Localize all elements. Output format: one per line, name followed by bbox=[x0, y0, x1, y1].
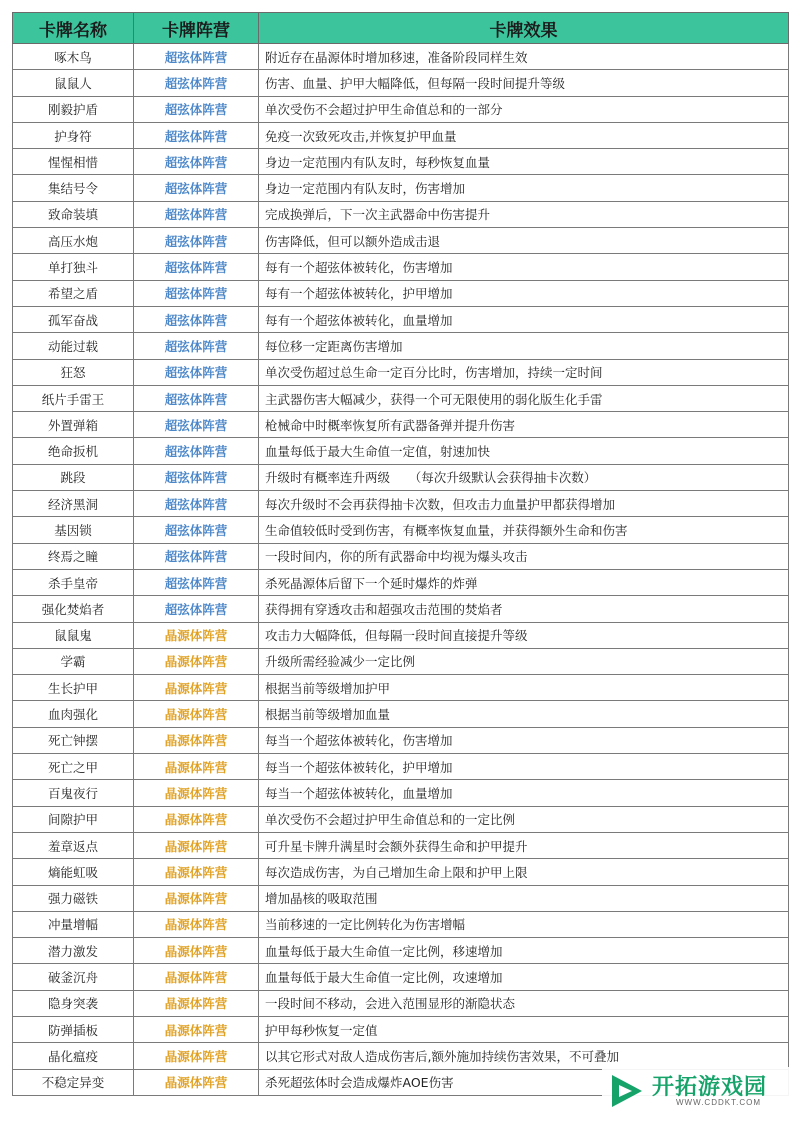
card-camp-cell: 超弦体阵营 bbox=[134, 122, 259, 148]
card-effect-cell: 当前移速的一定比例转化为伤害增幅 bbox=[259, 911, 789, 937]
table-row bbox=[13, 622, 789, 648]
card-camp-cell: 晶源体阵营 bbox=[134, 885, 259, 911]
card-camp-cell: 超弦体阵营 bbox=[134, 280, 259, 306]
card-effect-cell: 每有一个超弦体被转化，血量增加 bbox=[259, 306, 789, 332]
card-effect-cell: 增加晶核的吸取范围 bbox=[259, 885, 789, 911]
card-camp-cell: 超弦体阵营 bbox=[134, 96, 259, 122]
card-camp-cell: 超弦体阵营 bbox=[134, 306, 259, 332]
card-name-cell: 不稳定异变 bbox=[13, 1069, 134, 1095]
card-effect-cell: 护甲每秒恢复一定值 bbox=[259, 1016, 789, 1042]
table-row bbox=[13, 438, 789, 464]
card-effect-cell: 每当一个超弦体被转化，血量增加 bbox=[259, 780, 789, 806]
card-camp-cell: 超弦体阵营 bbox=[134, 333, 259, 359]
card-camp-cell: 晶源体阵营 bbox=[134, 622, 259, 648]
card-name-cell: 纸片手雷王 bbox=[13, 385, 134, 411]
table-row bbox=[13, 96, 789, 122]
header-card-camp: 卡牌阵营 bbox=[134, 13, 259, 44]
card-effect-cell: 每当一个超弦体被转化，护甲增加 bbox=[259, 754, 789, 780]
card-effect-cell: 完成换弹后，下一次主武器命中伤害提升 bbox=[259, 201, 789, 227]
table-row bbox=[13, 412, 789, 438]
card-name-cell: 冲量增幅 bbox=[13, 911, 134, 937]
table-row bbox=[13, 44, 789, 70]
site-watermark bbox=[602, 1067, 792, 1115]
card-name-cell: 致命装填 bbox=[13, 201, 134, 227]
card-camp-cell: 超弦体阵营 bbox=[134, 201, 259, 227]
card-camp-cell: 超弦体阵营 bbox=[134, 254, 259, 280]
card-camp-cell: 晶源体阵营 bbox=[134, 727, 259, 753]
table-row bbox=[13, 1043, 789, 1069]
card-name-cell: 动能过载 bbox=[13, 333, 134, 359]
table-row bbox=[13, 543, 789, 569]
card-name-cell: 经济黑洞 bbox=[13, 491, 134, 517]
card-name-cell: 啄木鸟 bbox=[13, 44, 134, 70]
play-logo-icon bbox=[606, 1071, 646, 1111]
card-name-cell: 杀手皇帝 bbox=[13, 569, 134, 595]
card-name-cell: 强化焚焰者 bbox=[13, 596, 134, 622]
card-camp-cell: 超弦体阵营 bbox=[134, 596, 259, 622]
card-camp-cell: 超弦体阵营 bbox=[134, 464, 259, 490]
card-effect-cell: 每次造成伤害，为自己增加生命上限和护甲上限 bbox=[259, 859, 789, 885]
card-name-cell: 单打独斗 bbox=[13, 254, 134, 280]
card-name-cell: 希望之盾 bbox=[13, 280, 134, 306]
card-camp-cell: 超弦体阵营 bbox=[134, 543, 259, 569]
card-effect-cell: 伤害降低，但可以额外造成击退 bbox=[259, 228, 789, 254]
card-effect-cell: 根据当前等级增加血量 bbox=[259, 701, 789, 727]
card-camp-cell: 超弦体阵营 bbox=[134, 517, 259, 543]
header-card-name: 卡牌名称 bbox=[13, 13, 134, 44]
card-effect-cell: 每当一个超弦体被转化，伤害增加 bbox=[259, 727, 789, 753]
card-camp-cell: 超弦体阵营 bbox=[134, 70, 259, 96]
table-row bbox=[13, 780, 789, 806]
card-name-cell: 鼠鼠鬼 bbox=[13, 622, 134, 648]
card-name-cell: 死亡之甲 bbox=[13, 754, 134, 780]
card-name-cell: 绝命扳机 bbox=[13, 438, 134, 464]
card-effect-cell: 身边一定范围内有队友时，每秒恢复血量 bbox=[259, 149, 789, 175]
card-effect-cell: 免疫一次致死攻击,并恢复护甲血量 bbox=[259, 122, 789, 148]
card-effect-cell: 生命值较低时受到伤害，有概率恢复血量，并获得额外生命和伤害 bbox=[259, 517, 789, 543]
table-row bbox=[13, 385, 789, 411]
table-row bbox=[13, 832, 789, 858]
table-body bbox=[13, 44, 789, 1096]
table-row bbox=[13, 149, 789, 175]
card-camp-cell: 晶源体阵营 bbox=[134, 832, 259, 858]
table-row bbox=[13, 228, 789, 254]
table-row bbox=[13, 859, 789, 885]
card-effect-cell: 单次受伤不会超过护甲生命值总和的一部分 bbox=[259, 96, 789, 122]
table-row bbox=[13, 359, 789, 385]
table-row bbox=[13, 911, 789, 937]
card-effect-cell: 升级时有概率连升两级 （每次升级默认会获得抽卡次数） bbox=[259, 464, 789, 490]
card-name-cell: 集结号令 bbox=[13, 175, 134, 201]
card-name-cell: 刚毅护盾 bbox=[13, 96, 134, 122]
card-effect-cell: 每次升级时不会再获得抽卡次数，但攻击力血量护甲都获得增加 bbox=[259, 491, 789, 517]
card-name-cell: 跳段 bbox=[13, 464, 134, 490]
header-row bbox=[13, 13, 789, 44]
table-row bbox=[13, 754, 789, 780]
card-camp-cell: 晶源体阵营 bbox=[134, 780, 259, 806]
card-effect-cell: 血量每低于最大生命值一定值，射速加快 bbox=[259, 438, 789, 464]
card-effect-cell: 根据当前等级增加护甲 bbox=[259, 675, 789, 701]
card-camp-cell: 超弦体阵营 bbox=[134, 359, 259, 385]
card-effect-cell: 主武器伤害大幅减少，获得一个可无限使用的弱化版生化手雷 bbox=[259, 385, 789, 411]
table-row bbox=[13, 885, 789, 911]
card-camp-cell: 晶源体阵营 bbox=[134, 675, 259, 701]
card-name-cell: 熵能虹吸 bbox=[13, 859, 134, 885]
card-camp-cell: 晶源体阵营 bbox=[134, 754, 259, 780]
card-effect-cell: 单次受伤不会超过护甲生命值总和的一定比例 bbox=[259, 806, 789, 832]
card-effect-cell: 获得拥有穿透攻击和超强攻击范围的焚焰者 bbox=[259, 596, 789, 622]
card-name-cell: 终焉之瞳 bbox=[13, 543, 134, 569]
card-name-cell: 惺惺相惜 bbox=[13, 149, 134, 175]
table-row bbox=[13, 727, 789, 753]
card-name-cell: 孤军奋战 bbox=[13, 306, 134, 332]
card-camp-cell: 超弦体阵营 bbox=[134, 438, 259, 464]
card-effect-cell: 攻击力大幅降低，但每隔一段时间直接提升等级 bbox=[259, 622, 789, 648]
card-effect-cell: 每有一个超弦体被转化，护甲增加 bbox=[259, 280, 789, 306]
table-row bbox=[13, 464, 789, 490]
table-row bbox=[13, 122, 789, 148]
card-camp-cell: 晶源体阵营 bbox=[134, 859, 259, 885]
card-name-cell: 间隙护甲 bbox=[13, 806, 134, 832]
table-row bbox=[13, 517, 789, 543]
card-effect-cell: 枪械命中时概率恢复所有武器备弹并提升伤害 bbox=[259, 412, 789, 438]
table-header bbox=[13, 13, 789, 44]
card-camp-cell: 超弦体阵营 bbox=[134, 491, 259, 517]
card-effect-cell: 血量每低于最大生命值一定比例，移速增加 bbox=[259, 938, 789, 964]
card-effect-cell: 可升星卡牌升满星时会额外获得生命和护甲提升 bbox=[259, 832, 789, 858]
card-camp-cell: 超弦体阵营 bbox=[134, 385, 259, 411]
table-row bbox=[13, 701, 789, 727]
card-name-cell: 破釜沉舟 bbox=[13, 964, 134, 990]
table-row bbox=[13, 806, 789, 832]
card-effect-cell: 一段时间内，你的所有武器命中均视为爆头攻击 bbox=[259, 543, 789, 569]
table-row bbox=[13, 333, 789, 359]
card-name-cell: 高压水炮 bbox=[13, 228, 134, 254]
card-camp-cell: 晶源体阵营 bbox=[134, 1043, 259, 1069]
card-camp-cell: 晶源体阵营 bbox=[134, 1069, 259, 1095]
table-row bbox=[13, 70, 789, 96]
card-effect-cell: 每位移一定距离伤害增加 bbox=[259, 333, 789, 359]
table-row bbox=[13, 675, 789, 701]
table-row bbox=[13, 280, 789, 306]
card-camp-cell: 晶源体阵营 bbox=[134, 990, 259, 1016]
card-effect-cell: 单次受伤超过总生命一定百分比时，伤害增加，持续一定时间 bbox=[259, 359, 789, 385]
card-effect-cell: 一段时间不移动，会进入范围显形的渐隐状态 bbox=[259, 990, 789, 1016]
card-name-cell: 隐身突袭 bbox=[13, 990, 134, 1016]
card-name-cell: 学霸 bbox=[13, 648, 134, 674]
card-camp-cell: 超弦体阵营 bbox=[134, 149, 259, 175]
card-name-cell: 护身符 bbox=[13, 122, 134, 148]
card-camp-cell: 晶源体阵营 bbox=[134, 938, 259, 964]
card-camp-cell: 超弦体阵营 bbox=[134, 569, 259, 595]
table-row bbox=[13, 990, 789, 1016]
table-row bbox=[13, 175, 789, 201]
card-effect-cell: 身边一定范围内有队友时，伤害增加 bbox=[259, 175, 789, 201]
card-name-cell: 血肉强化 bbox=[13, 701, 134, 727]
header-card-effect: 卡牌效果 bbox=[259, 13, 789, 44]
card-camp-cell: 超弦体阵营 bbox=[134, 412, 259, 438]
watermark-url: WWW.CDDKT.COM bbox=[676, 1098, 761, 1107]
table-row bbox=[13, 596, 789, 622]
card-name-cell: 防弹插板 bbox=[13, 1016, 134, 1042]
watermark-title: 开拓游戏园 bbox=[652, 1075, 768, 1100]
card-name-cell: 羞章返点 bbox=[13, 832, 134, 858]
card-name-cell: 死亡钟摆 bbox=[13, 727, 134, 753]
card-effect-cell: 附近存在晶源体时增加移速，准备阶段同样生效 bbox=[259, 44, 789, 70]
table-row bbox=[13, 254, 789, 280]
card-camp-cell: 晶源体阵营 bbox=[134, 648, 259, 674]
table-row bbox=[13, 306, 789, 332]
card-camp-cell: 超弦体阵营 bbox=[134, 228, 259, 254]
card-effect-cell: 杀死晶源体后留下一个延时爆炸的炸弹 bbox=[259, 569, 789, 595]
card-name-cell: 强力磁铁 bbox=[13, 885, 134, 911]
card-camp-cell: 晶源体阵营 bbox=[134, 911, 259, 937]
table-row bbox=[13, 964, 789, 990]
card-effect-cell: 杀死超弦体时会造成爆炸AOE伤害 bbox=[259, 1069, 789, 1095]
card-name-cell: 基因锁 bbox=[13, 517, 134, 543]
card-name-cell: 狂怒 bbox=[13, 359, 134, 385]
card-table-sheet bbox=[12, 12, 788, 1096]
card-name-cell: 生长护甲 bbox=[13, 675, 134, 701]
card-effect-cell: 以其它形式对敌人造成伤害后,额外施加持续伤害效果，不可叠加 bbox=[259, 1043, 789, 1069]
card-name-cell: 外置弹箱 bbox=[13, 412, 134, 438]
card-camp-cell: 晶源体阵营 bbox=[134, 806, 259, 832]
table-row bbox=[13, 491, 789, 517]
table-row bbox=[13, 648, 789, 674]
table-row bbox=[13, 569, 789, 595]
card-camp-cell: 晶源体阵营 bbox=[134, 1016, 259, 1042]
card-effect-cell: 每有一个超弦体被转化，伤害增加 bbox=[259, 254, 789, 280]
card-camp-cell: 超弦体阵营 bbox=[134, 44, 259, 70]
card-camp-cell: 晶源体阵营 bbox=[134, 701, 259, 727]
card-table bbox=[12, 12, 789, 1096]
card-camp-cell: 超弦体阵营 bbox=[134, 175, 259, 201]
card-effect-cell: 伤害、血量、护甲大幅降低，但每隔一段时间提升等级 bbox=[259, 70, 789, 96]
card-name-cell: 鼠鼠人 bbox=[13, 70, 134, 96]
card-name-cell: 潜力激发 bbox=[13, 938, 134, 964]
table-row bbox=[13, 201, 789, 227]
card-effect-cell: 血量每低于最大生命值一定比例，攻速增加 bbox=[259, 964, 789, 990]
card-effect-cell: 升级所需经验减少一定比例 bbox=[259, 648, 789, 674]
table-row bbox=[13, 1016, 789, 1042]
card-name-cell: 百鬼夜行 bbox=[13, 780, 134, 806]
card-camp-cell: 晶源体阵营 bbox=[134, 964, 259, 990]
table-row bbox=[13, 938, 789, 964]
card-name-cell: 晶化瘟疫 bbox=[13, 1043, 134, 1069]
